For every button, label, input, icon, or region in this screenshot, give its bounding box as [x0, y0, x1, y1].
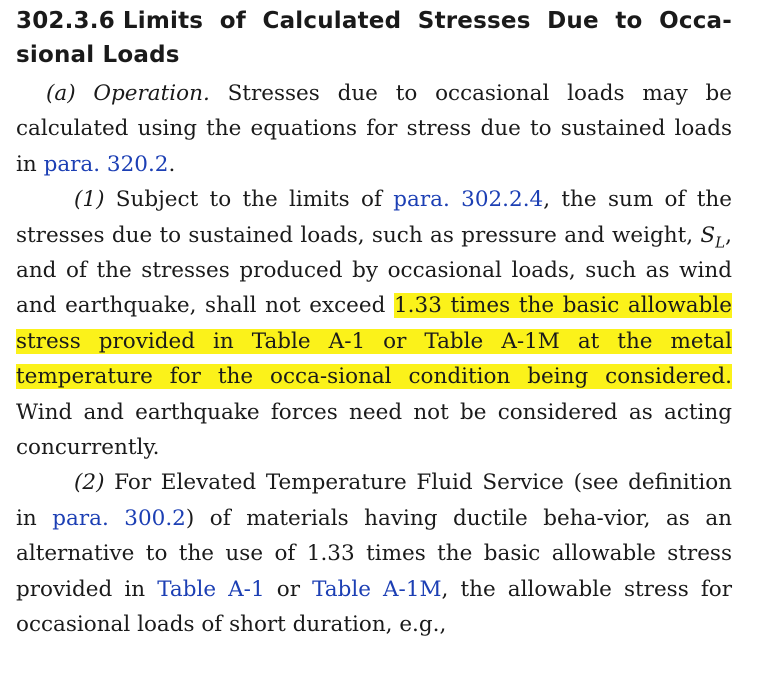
link-table-a-1[interactable]: Table A-1 — [157, 576, 265, 602]
paragraph-a-title: Operation. — [93, 81, 210, 106]
subparagraph-2-label: (2) — [74, 470, 105, 496]
subparagraph-1 — [16, 182, 732, 465]
subparagraph-2-text: For Elevated Temperature Fluid Service (see definition in — [16, 470, 732, 531]
stress-symbol: $S_L$ — [700, 222, 726, 251]
paragraph-a-text: Stresses due to occasional loads may be calculated using the equations for stress due to sustained loads in — [16, 81, 732, 177]
subparagraph-1-text: Subject to the limits of — [104, 187, 394, 213]
subparagraph-2-text-4: , the allowable stress for occasional loads of short duration, e.g., — [16, 576, 733, 638]
section-number: 302.3.6 — [16, 8, 115, 34]
subparagraph-1-text-3: , and of the stresses produced by occasional loads, such as wind and earthquake, shall not exceed — [16, 222, 732, 319]
paragraph-a-text-end: . — [168, 151, 176, 177]
highlighted-text: 1.33 times the basic allowable stress provided in Table A-1 or Table A-1M at the metal temperature for the occa-sional condition being considered. — [16, 293, 732, 390]
subparagraph-2-text-3: or — [264, 576, 313, 602]
link-para-300-2[interactable]: para. 300.2 — [52, 505, 186, 531]
subparagraph-1-text-2: , the sum of the stresses due to sustained loads, such as pressure and weight, — [16, 187, 732, 248]
subparagraph-1-text-4: Wind and earthquake forces need not be considered as acting concurrently. — [16, 399, 732, 461]
subparagraph-2-text-2: ) of materials having ductile beha-vior, as an alternative to the use of 1.33 times the basic allowable stress provided in — [16, 505, 733, 602]
document-page — [16, 4, 732, 643]
link-para-320-2[interactable]: para. 320.2 — [43, 151, 169, 177]
paragraph-a — [16, 76, 732, 182]
link-table-a-1m[interactable]: Table A-1M — [312, 576, 442, 602]
link-para-302-2-4[interactable]: para. 302.2.4 — [393, 187, 544, 213]
paragraph-a-label: (a) — [46, 81, 76, 106]
section-title: Limits of Calculated Stresses Due to Occa-sional Loads — [16, 8, 732, 68]
subparagraph-1-label: (1) — [74, 187, 105, 213]
section-heading — [16, 4, 732, 72]
subparagraph-2 — [16, 465, 732, 642]
